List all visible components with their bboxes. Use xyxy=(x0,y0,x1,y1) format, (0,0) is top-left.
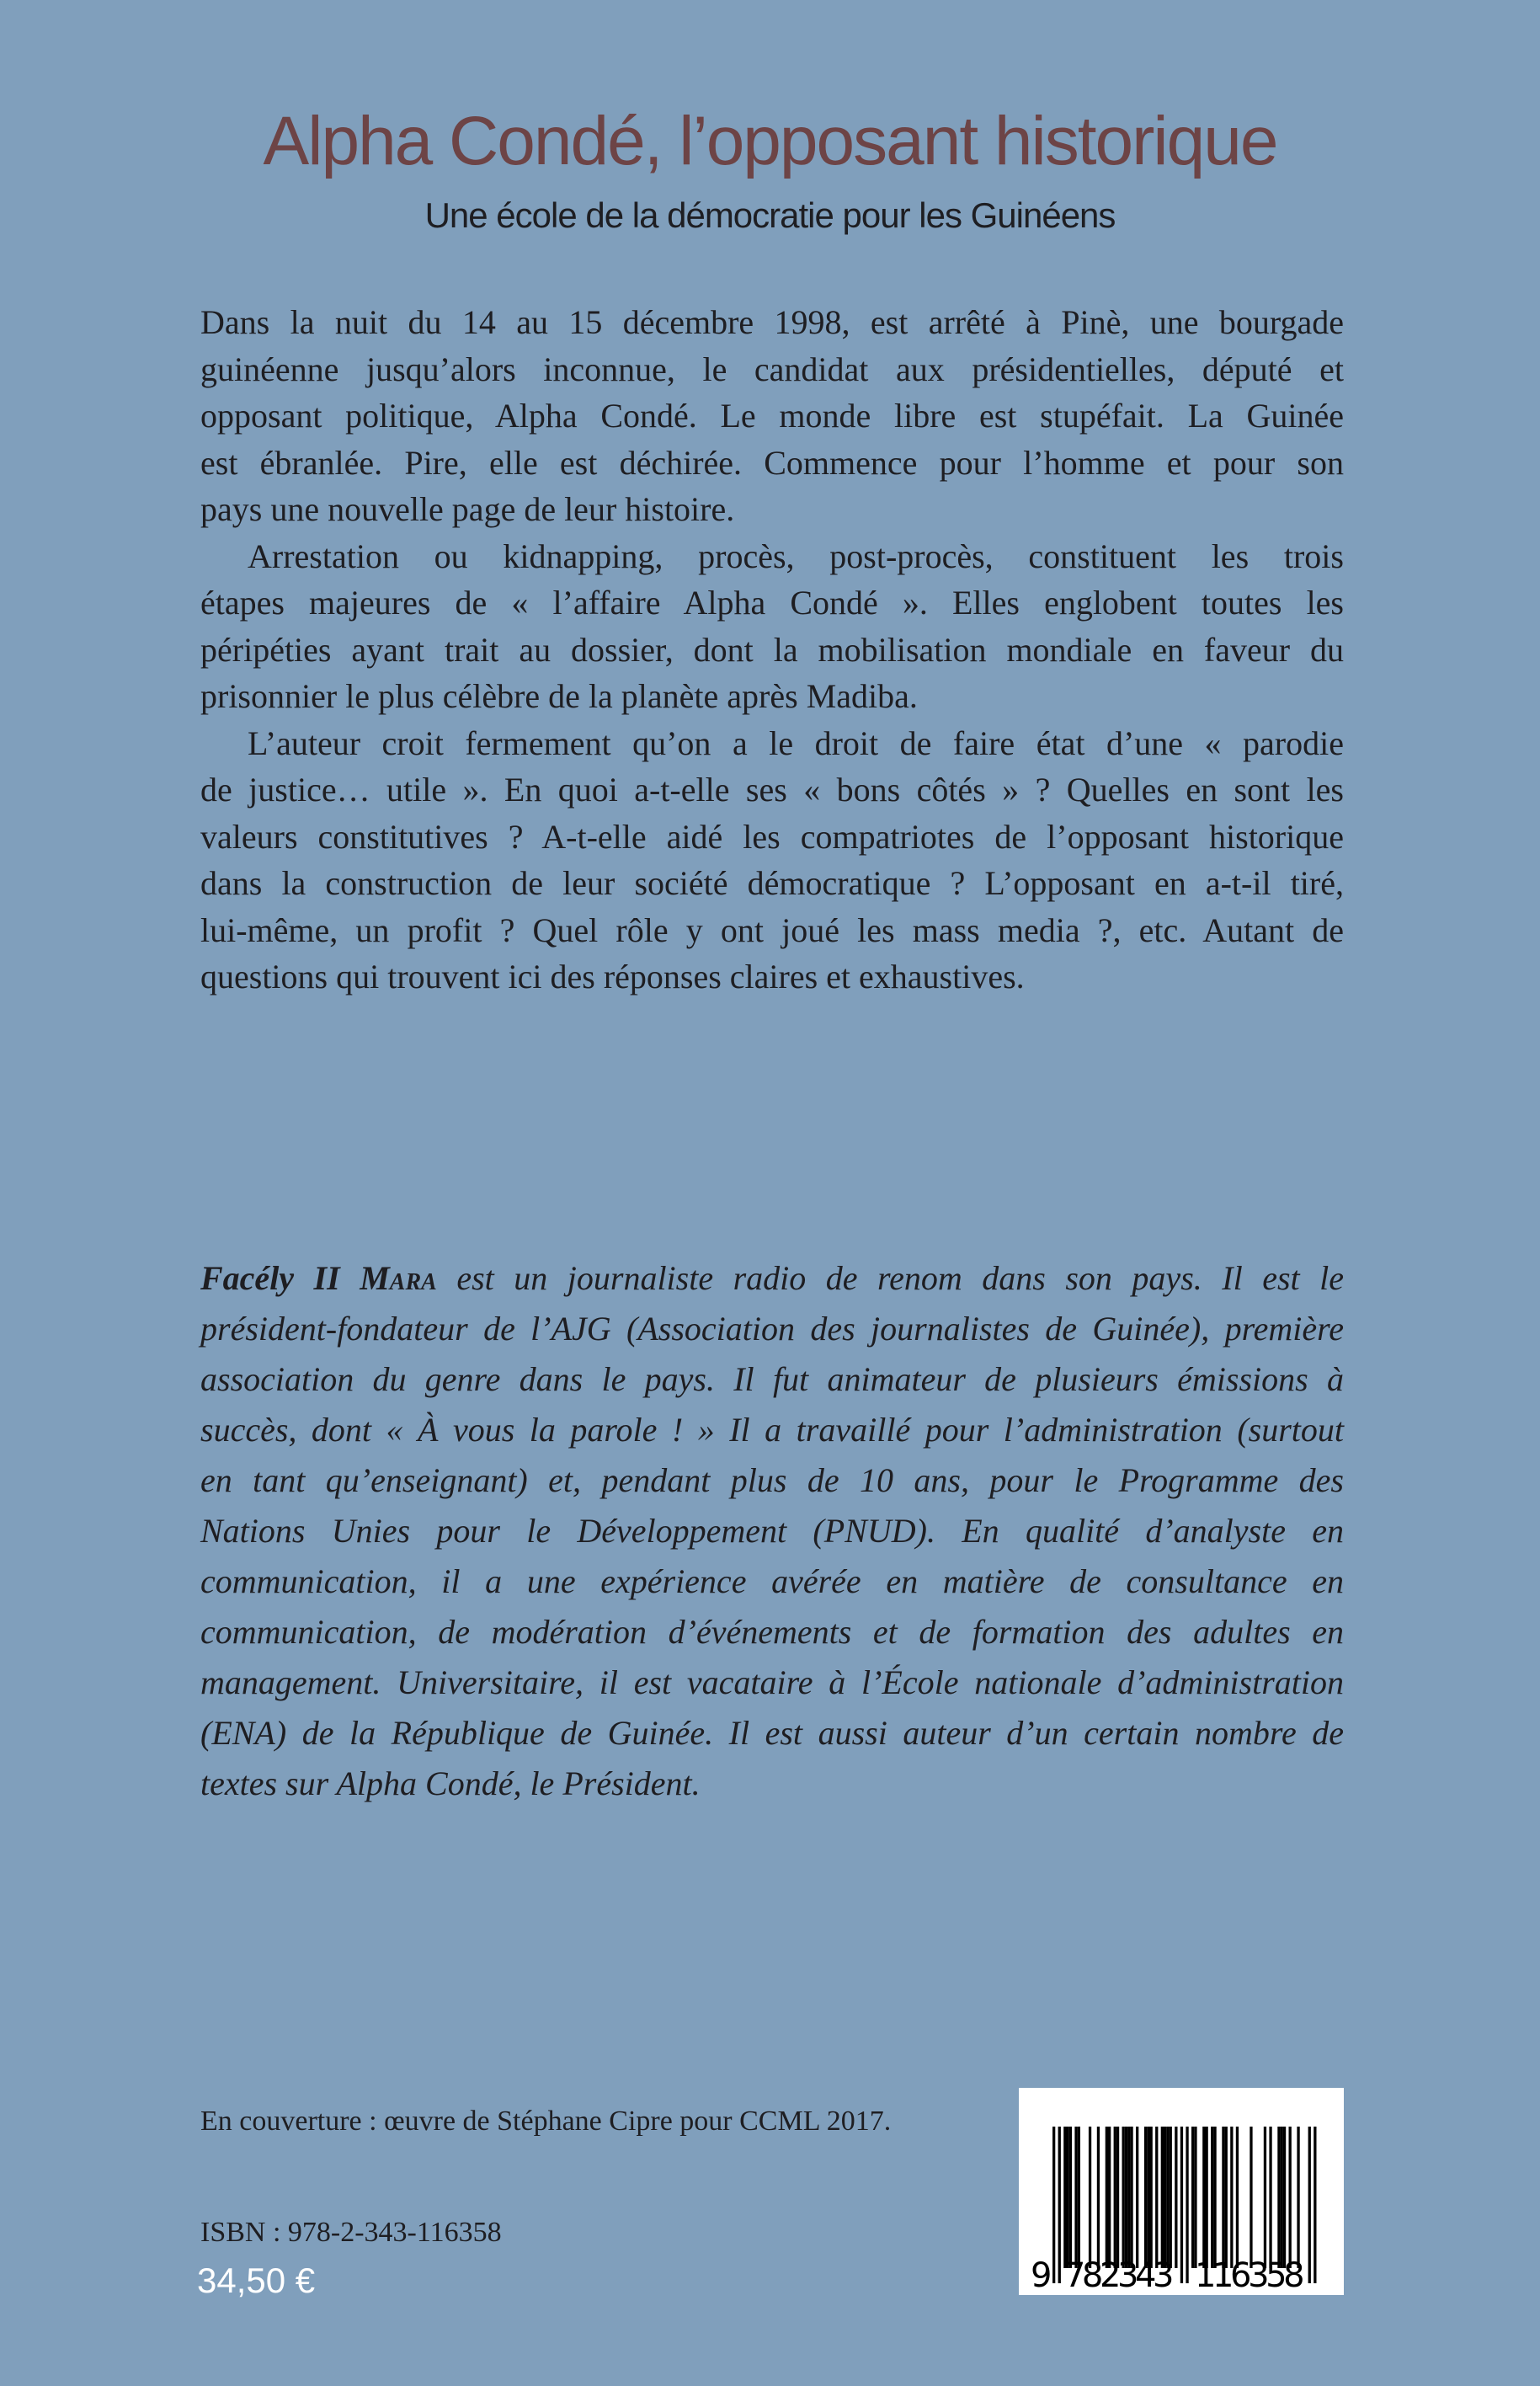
barcode-bar xyxy=(1155,2127,1158,2268)
summary-line: valeurs constitutives ? A-t-elle aidé les compatriotes de l’opposant historique xyxy=(200,817,1344,856)
barcode-bar xyxy=(1297,2127,1299,2268)
barcode-bar xyxy=(1225,2127,1228,2268)
bio-line: management. Universitaire, il est vacataire à l’École nationale d’administration xyxy=(200,1663,1344,1701)
summary-line: est ébranlée. Pire, elle est déchirée. Commence pour l’homme et pour son xyxy=(200,443,1344,482)
barcode-bar xyxy=(1250,2127,1252,2268)
barcode-digits: 782343 xyxy=(1063,2256,1175,2295)
barcode-bar xyxy=(1147,2127,1149,2268)
barcode-bar xyxy=(1130,2127,1132,2268)
summary-line: lui-même, un profit ? Quel rôle y ont joué les mass media ?, etc. Autant de xyxy=(200,910,1344,949)
barcode-bar xyxy=(1150,2127,1153,2268)
barcode-bar xyxy=(1180,2127,1183,2283)
barcode-bar xyxy=(1289,2127,1292,2268)
summary-line: pays une nouvelle page de leur histoire. xyxy=(200,490,735,528)
barcode-bar xyxy=(1052,2127,1055,2283)
summary-line: dans la construction de leur société démocratique ? L’opposant en a-t-il tiré, xyxy=(200,864,1344,902)
barcode-bar xyxy=(1283,2127,1286,2268)
barcode-bar xyxy=(1127,2127,1130,2268)
summary-text xyxy=(200,299,1344,1001)
barcode-digits: 116358 xyxy=(1195,2256,1305,2295)
barcode-bar xyxy=(1125,2127,1127,2268)
barcode-bar xyxy=(1194,2127,1196,2268)
barcode-bar xyxy=(1122,2127,1125,2268)
barcode-digits: 9 xyxy=(1031,2256,1052,2295)
barcode-bar xyxy=(1175,2127,1177,2268)
bio-first-line: est un journaliste radio de renom dans son pays. Il est le xyxy=(436,1259,1345,1297)
summary-line: étapes majeures de « l’affaire Alpha Condé ». Elles englobent toutes les xyxy=(200,584,1344,622)
barcode-bar xyxy=(1308,2127,1311,2283)
barcode-bar xyxy=(1097,2127,1100,2268)
barcode-bar xyxy=(1108,2127,1111,2268)
bio-line: en tant qu’enseignant) et, pendant plus de 10 ans, pour le Programme des xyxy=(200,1461,1344,1499)
author-last-name: Mara xyxy=(360,1259,437,1297)
barcode-bar xyxy=(1314,2127,1316,2283)
barcode-bar xyxy=(1281,2127,1283,2268)
barcode-bar xyxy=(1164,2127,1166,2268)
barcode-bar xyxy=(1269,2127,1271,2268)
summary-line: Arrestation ou kidnapping, procès, post-procès, constituent les trois xyxy=(248,536,1344,575)
isbn: ISBN : 978-2-343-116358 xyxy=(200,2217,502,2248)
summary-line: questions qui trouvent ici des réponses claires et exhaustives. xyxy=(200,958,1025,996)
bio-line: succès, dont « À vous la parole ! » Il a travaillé pour l’administration (surtout xyxy=(200,1411,1344,1449)
barcode-bar xyxy=(1166,2127,1169,2268)
barcode-bar xyxy=(1202,2127,1205,2268)
summary-line: Dans la nuit du 14 au 15 décembre 1998, est arrêté à Pinè, une bourgade xyxy=(200,303,1344,341)
summary-line: opposant politique, Alpha Condé. Le monde libre est stupéfait. La Guinée xyxy=(200,397,1344,435)
barcode-bar xyxy=(1264,2127,1266,2268)
barcode-bar xyxy=(1058,2127,1061,2283)
book-subtitle: Une école de la démocratie pour les Guinéens xyxy=(424,195,1116,235)
barcode-bar xyxy=(1078,2127,1080,2268)
barcode-bar xyxy=(1170,2127,1172,2268)
barcode-bar xyxy=(1114,2127,1116,2268)
barcode-bar xyxy=(1144,2127,1147,2268)
barcode-bar xyxy=(1089,2127,1091,2268)
bio-line: textes sur Alpha Condé, le Président. xyxy=(200,1764,701,1802)
author-first-name: Facély II xyxy=(200,1259,340,1297)
barcode-bar xyxy=(1213,2127,1216,2268)
barcode-bar xyxy=(1074,2127,1077,2268)
summary-line: L’auteur croit fermement qu’on a le droit de faire état d’une « parodie xyxy=(248,723,1344,762)
barcode-bar xyxy=(1277,2127,1280,2268)
bio-line: Nations Unies pour le Développement (PNUD). En qualité d’analyste en xyxy=(200,1512,1344,1550)
barcode-bar xyxy=(1211,2127,1213,2268)
barcode-bar xyxy=(1230,2127,1233,2268)
bio-line: (ENA) de la République de Guinée. Il est aussi auteur d’un certain nombre de xyxy=(200,1714,1344,1752)
bio-line: association du genre dans le pays. Il fut animateur de plusieurs émissions à xyxy=(200,1360,1344,1398)
bio-line: président-fondateur de l’AJG (Association des journalistes de Guinée), première xyxy=(200,1310,1344,1348)
book-title: Alpha Condé, l’opposant historique xyxy=(263,103,1277,179)
barcode-bar xyxy=(1116,2127,1119,2268)
bio-line: communication, il a une expérience avérée en matière de consultance en xyxy=(200,1562,1344,1600)
bio-line xyxy=(200,1253,1344,1304)
cover-credit: En couverture : œuvre de Stéphane Cipre pour CCML 2017. xyxy=(200,2106,892,2137)
summary-line: guinéenne jusqu’alors inconnue, le candidat aux présidentielles, député et xyxy=(200,350,1344,388)
author-bio xyxy=(200,1253,1344,1809)
barcode-bar xyxy=(1206,2127,1208,2268)
summary-line: de justice… utile ». En quoi a-t-elle ses « bons côtés » ? Quelles en sont les xyxy=(200,771,1344,809)
barcode-bar xyxy=(1191,2127,1194,2268)
barcode-bar xyxy=(1106,2127,1108,2268)
barcode-bar xyxy=(1063,2127,1066,2268)
summary-line: prisonnier le plus célèbre de la planète après Madiba. xyxy=(200,677,918,715)
barcode-bar xyxy=(1067,2127,1069,2268)
summary-line: péripéties ayant trait au dossier, dont la mobilisation mondiale en faveur du xyxy=(200,630,1344,669)
bio-line: communication, de modération d’événements et de formation des adultes en xyxy=(200,1613,1344,1651)
price: 34,50 € xyxy=(197,2261,316,2300)
barcode-bar xyxy=(1236,2127,1239,2268)
barcode-graphic xyxy=(1019,2088,1344,2295)
barcode-bar xyxy=(1161,2127,1164,2268)
barcode-bar xyxy=(1222,2127,1224,2268)
barcode-bar xyxy=(1186,2127,1188,2283)
barcode-bar xyxy=(1069,2127,1072,2268)
barcode-bar xyxy=(1136,2127,1138,2268)
barcode xyxy=(1019,2088,1344,2295)
